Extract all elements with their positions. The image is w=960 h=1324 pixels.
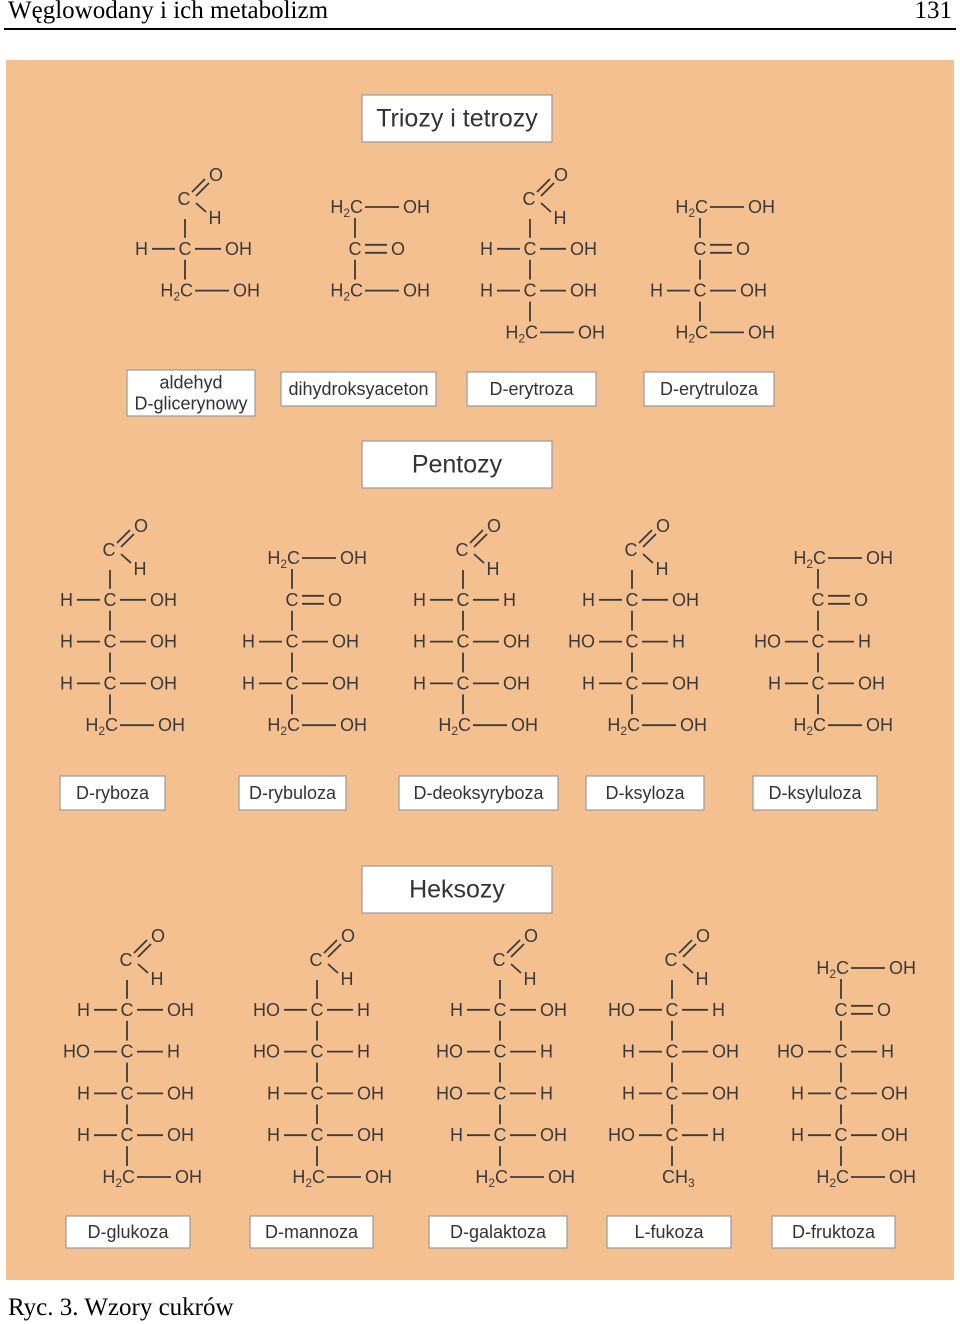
ch2-group-label: $H_2C$ <box>675 322 708 346</box>
carbon-label: C <box>120 999 134 1020</box>
hydrogen-label: H <box>553 208 567 228</box>
hydrogen-label: H <box>622 1041 635 1062</box>
page-header-title: Węglowodany i ich metabolizm <box>8 0 329 24</box>
hydroxyl-label: OH <box>340 548 367 568</box>
molecule-name: aldehyd <box>159 372 223 393</box>
hydrogen-label: H <box>650 280 663 301</box>
molecule-name: D-ksyluloza <box>768 783 862 803</box>
hydrogen-label: H <box>858 631 871 652</box>
hydroxyl-label: OH <box>150 589 177 610</box>
hydroxyl-label: OH <box>403 280 430 301</box>
hydroxyl-label: OH <box>175 1167 202 1187</box>
hydroxyl-label: OH <box>167 1083 194 1104</box>
hydroxyl-label: OH <box>740 280 767 301</box>
carbon-label: C <box>665 1125 679 1146</box>
hydrogen-label: H <box>135 238 148 259</box>
carbon-label: C <box>664 950 678 970</box>
oxygen-label: O <box>736 238 751 259</box>
molecule-name: D-glicerynowy <box>134 393 248 414</box>
hydroxyl-label: OH <box>225 238 252 259</box>
oxygen-label: O <box>553 165 569 185</box>
methyl-group-label: $CH_3$ <box>662 1167 695 1190</box>
hydroxyl-label: OH <box>748 197 775 217</box>
hydroxyl-label: OH <box>540 999 567 1020</box>
ch2-group-label: $H_2C$ <box>160 280 193 304</box>
hydrogen-label: H <box>480 238 493 259</box>
hydrogen-label: H <box>655 559 669 579</box>
carbon-label: C <box>693 280 707 301</box>
section-title: Heksozy <box>409 875 505 904</box>
section-title: Triozy i tetrozy <box>376 104 538 133</box>
hydrogen-label: H <box>150 969 164 989</box>
oxygen-label: O <box>523 926 539 946</box>
carbon-label: C <box>493 1083 507 1104</box>
hydrogen-label: H <box>881 1041 894 1062</box>
hydroxyl-label: OH <box>167 999 194 1020</box>
hydrogen-label: H <box>540 1041 553 1062</box>
ch2-group-label: $H_2C$ <box>267 715 300 739</box>
ch2-group-label: $H_2C$ <box>816 958 849 981</box>
oxygen-label: O <box>655 516 671 536</box>
carbon-label: C <box>309 950 323 970</box>
hydrogen-label: H <box>242 631 255 652</box>
carbon-label: C <box>310 1125 324 1146</box>
hydroxyl-label: HO <box>436 1083 463 1104</box>
carbon-label: C <box>492 950 506 970</box>
carbon-label: C <box>456 589 470 610</box>
hydrogen-label: H <box>503 589 516 610</box>
hydroxyl-label: OH <box>889 958 916 978</box>
hydroxyl-label: OH <box>672 673 699 694</box>
hydrogen-label: H <box>695 969 709 989</box>
hydrogen-label: H <box>582 589 595 610</box>
hydrogen-label: H <box>582 673 595 694</box>
carbon-label: C <box>811 589 825 610</box>
hydrogen-label: H <box>60 589 73 610</box>
hydroxyl-label: OH <box>167 1125 194 1146</box>
carbon-label: C <box>625 631 639 652</box>
carbon-label: C <box>625 589 639 610</box>
hydrogen-label: H <box>167 1041 180 1062</box>
hydroxyl-label: OH <box>881 1125 908 1146</box>
ch2-group-label: $H_2C$ <box>475 1167 508 1190</box>
oxygen-label: O <box>486 516 502 536</box>
carbon-label: C <box>455 540 469 560</box>
carbon-label: C <box>310 1041 324 1062</box>
hydroxyl-label: OH <box>511 715 538 736</box>
hydroxyl-label: OH <box>672 589 699 610</box>
ch2-group-label: $H_2C$ <box>267 548 300 571</box>
carbon-label: C <box>493 999 507 1020</box>
hydroxyl-label: HO <box>568 631 595 652</box>
hydroxyl-label: OH <box>866 548 893 568</box>
carbon-label: C <box>310 999 324 1020</box>
carbon-label: C <box>103 589 117 610</box>
hydrogen-label: H <box>413 589 426 610</box>
hydroxyl-label: HO <box>608 999 635 1020</box>
hydroxyl-label: HO <box>253 1041 280 1062</box>
carbon-label: C <box>120 1125 134 1146</box>
carbon-label: C <box>177 189 191 209</box>
hydroxyl-label: OH <box>881 1083 908 1104</box>
hydroxyl-label: OH <box>233 280 260 301</box>
ch2-group-label: $H_2C$ <box>438 715 471 739</box>
carbon-label: C <box>523 238 537 259</box>
hydroxyl-label: OH <box>889 1167 916 1187</box>
ch2-group-label: $H_2C$ <box>85 715 118 739</box>
oxygen-label: O <box>877 999 892 1020</box>
hydrogen-label: H <box>208 208 222 228</box>
carbon-label: C <box>456 673 470 694</box>
carbon-label: C <box>285 631 299 652</box>
hydroxyl-label: OH <box>150 631 177 652</box>
carbon-label: C <box>120 1083 134 1104</box>
molecule-name: dihydroksyaceton <box>288 379 429 399</box>
oxygen-label: O <box>391 238 406 259</box>
hydrogen-label: H <box>357 999 370 1020</box>
carbon-label: C <box>493 1041 507 1062</box>
hydrogen-label: H <box>486 559 500 579</box>
figure-caption: Ryc. 3. Wzory cukrów <box>8 1294 234 1321</box>
carbon-label: C <box>665 1083 679 1104</box>
molecule-name: D-rybuloza <box>248 783 337 803</box>
hydrogen-label: H <box>60 673 73 694</box>
hydroxyl-label: OH <box>340 715 367 736</box>
molecule-name: L-fukoza <box>634 1222 704 1242</box>
carbon-label: C <box>665 1041 679 1062</box>
hydrogen-label: H <box>267 1083 280 1104</box>
hydrogen-label: H <box>60 631 73 652</box>
hydroxyl-label: OH <box>570 238 597 259</box>
hydroxyl-label: OH <box>712 1083 739 1104</box>
carbon-label: C <box>693 238 707 259</box>
molecule-name: D-erytruloza <box>659 379 759 399</box>
carbon-label: C <box>523 280 537 301</box>
hydroxyl-label: OH <box>680 715 707 736</box>
carbon-label: C <box>285 589 299 610</box>
carbon-label: C <box>103 631 117 652</box>
molecule-name: D-erytroza <box>489 379 574 399</box>
hydroxyl-label: OH <box>866 715 893 736</box>
carbon-label: C <box>348 238 362 259</box>
hydrogen-label: H <box>242 673 255 694</box>
carbon-label: C <box>493 1125 507 1146</box>
hydrogen-label: H <box>267 1125 280 1146</box>
carbon-label: C <box>834 1083 848 1104</box>
hydroxyl-label: OH <box>357 1083 384 1104</box>
carbon-label: C <box>102 540 116 560</box>
carbon-label: C <box>310 1083 324 1104</box>
carbon-label: C <box>119 950 133 970</box>
hydrogen-label: H <box>340 969 354 989</box>
hydroxyl-label: HO <box>436 1041 463 1062</box>
molecule-name: D-fruktoza <box>791 1222 876 1242</box>
hydroxyl-label: HO <box>754 631 781 652</box>
hydrogen-label: H <box>540 1083 553 1104</box>
hydrogen-label: H <box>450 1125 463 1146</box>
molecule-name: D-ksyloza <box>605 783 685 803</box>
hydroxyl-label: HO <box>63 1041 90 1062</box>
hydroxyl-label: OH <box>748 322 775 343</box>
hydroxyl-label: OH <box>570 280 597 301</box>
hydrogen-label: H <box>77 1125 90 1146</box>
oxygen-label: O <box>133 516 149 536</box>
hydrogen-label: H <box>791 1083 804 1104</box>
hydroxyl-label: OH <box>858 673 885 694</box>
carbon-label: C <box>834 1125 848 1146</box>
carbon-label: C <box>120 1041 134 1062</box>
carbon-label: C <box>834 1041 848 1062</box>
hydroxyl-label: HO <box>253 999 280 1020</box>
hydrogen-label: H <box>77 1083 90 1104</box>
hydroxyl-label: OH <box>712 1041 739 1062</box>
hydrogen-label: H <box>133 559 147 579</box>
oxygen-label: O <box>150 926 166 946</box>
ch2-group-label: $H_2C$ <box>675 197 708 220</box>
ch2-group-label: $H_2C$ <box>102 1167 135 1190</box>
hydrogen-label: H <box>791 1125 804 1146</box>
section-title: Pentozy <box>411 450 503 479</box>
oxygen-label: O <box>328 589 343 610</box>
hydrogen-label: H <box>450 999 463 1020</box>
carbon-label: C <box>103 673 117 694</box>
hydroxyl-label: OH <box>150 673 177 694</box>
hydrogen-label: H <box>622 1083 635 1104</box>
hydrogen-label: H <box>523 969 537 989</box>
ch2-group-label: $H_2C$ <box>330 197 363 220</box>
ch2-group-label: $H_2C$ <box>607 715 640 739</box>
carbon-label: C <box>834 999 848 1020</box>
hydroxyl-label: OH <box>332 673 359 694</box>
carbon-label: C <box>811 673 825 694</box>
carbon-label: C <box>178 238 192 259</box>
hydroxyl-label: OH <box>357 1125 384 1146</box>
hydroxyl-label: OH <box>365 1167 392 1187</box>
hydrogen-label: H <box>768 673 781 694</box>
hydrogen-label: H <box>77 999 90 1020</box>
hydroxyl-label: OH <box>403 197 430 217</box>
page-number: 131 <box>914 0 952 24</box>
molecule-name: D-deoksyryboza <box>413 783 544 803</box>
oxygen-label: O <box>854 589 869 610</box>
hydrogen-label: H <box>413 631 426 652</box>
carbon-label: C <box>522 189 536 209</box>
carbon-label: C <box>285 673 299 694</box>
ch2-group-label: $H_2C$ <box>505 322 538 346</box>
ch2-group-label: $H_2C$ <box>793 715 826 739</box>
molecule-name: D-galaktoza <box>449 1222 547 1242</box>
hydrogen-label: H <box>480 280 493 301</box>
molecule-name: D-mannoza <box>264 1222 359 1242</box>
carbon-label: C <box>624 540 638 560</box>
hydrogen-label: H <box>712 999 725 1020</box>
molecule-name: D-ryboza <box>75 783 150 803</box>
hydroxyl-label: OH <box>503 631 530 652</box>
hydrogen-label: H <box>413 673 426 694</box>
hydrogen-label: H <box>712 1125 725 1146</box>
hydroxyl-label: OH <box>578 322 605 343</box>
ch2-group-label: $H_2C$ <box>816 1167 849 1190</box>
hydroxyl-label: HO <box>777 1041 804 1062</box>
carbon-label: C <box>456 631 470 652</box>
oxygen-label: O <box>695 926 711 946</box>
oxygen-label: O <box>340 926 356 946</box>
carbon-label: C <box>811 631 825 652</box>
hydroxyl-label: OH <box>503 673 530 694</box>
hydrogen-label: H <box>357 1041 370 1062</box>
ch2-group-label: $H_2C$ <box>330 280 363 304</box>
hydrogen-label: H <box>672 631 685 652</box>
molecule-name: D-glukoza <box>87 1222 169 1242</box>
hydroxyl-label: OH <box>158 715 185 736</box>
ch2-group-label: $H_2C$ <box>793 548 826 571</box>
hydroxyl-label: OH <box>548 1167 575 1187</box>
hydroxyl-label: HO <box>608 1125 635 1146</box>
hydroxyl-label: OH <box>332 631 359 652</box>
ch2-group-label: $H_2C$ <box>292 1167 325 1190</box>
hydroxyl-label: OH <box>540 1125 567 1146</box>
carbon-label: C <box>625 673 639 694</box>
oxygen-label: O <box>208 165 224 185</box>
carbon-label: C <box>665 999 679 1020</box>
